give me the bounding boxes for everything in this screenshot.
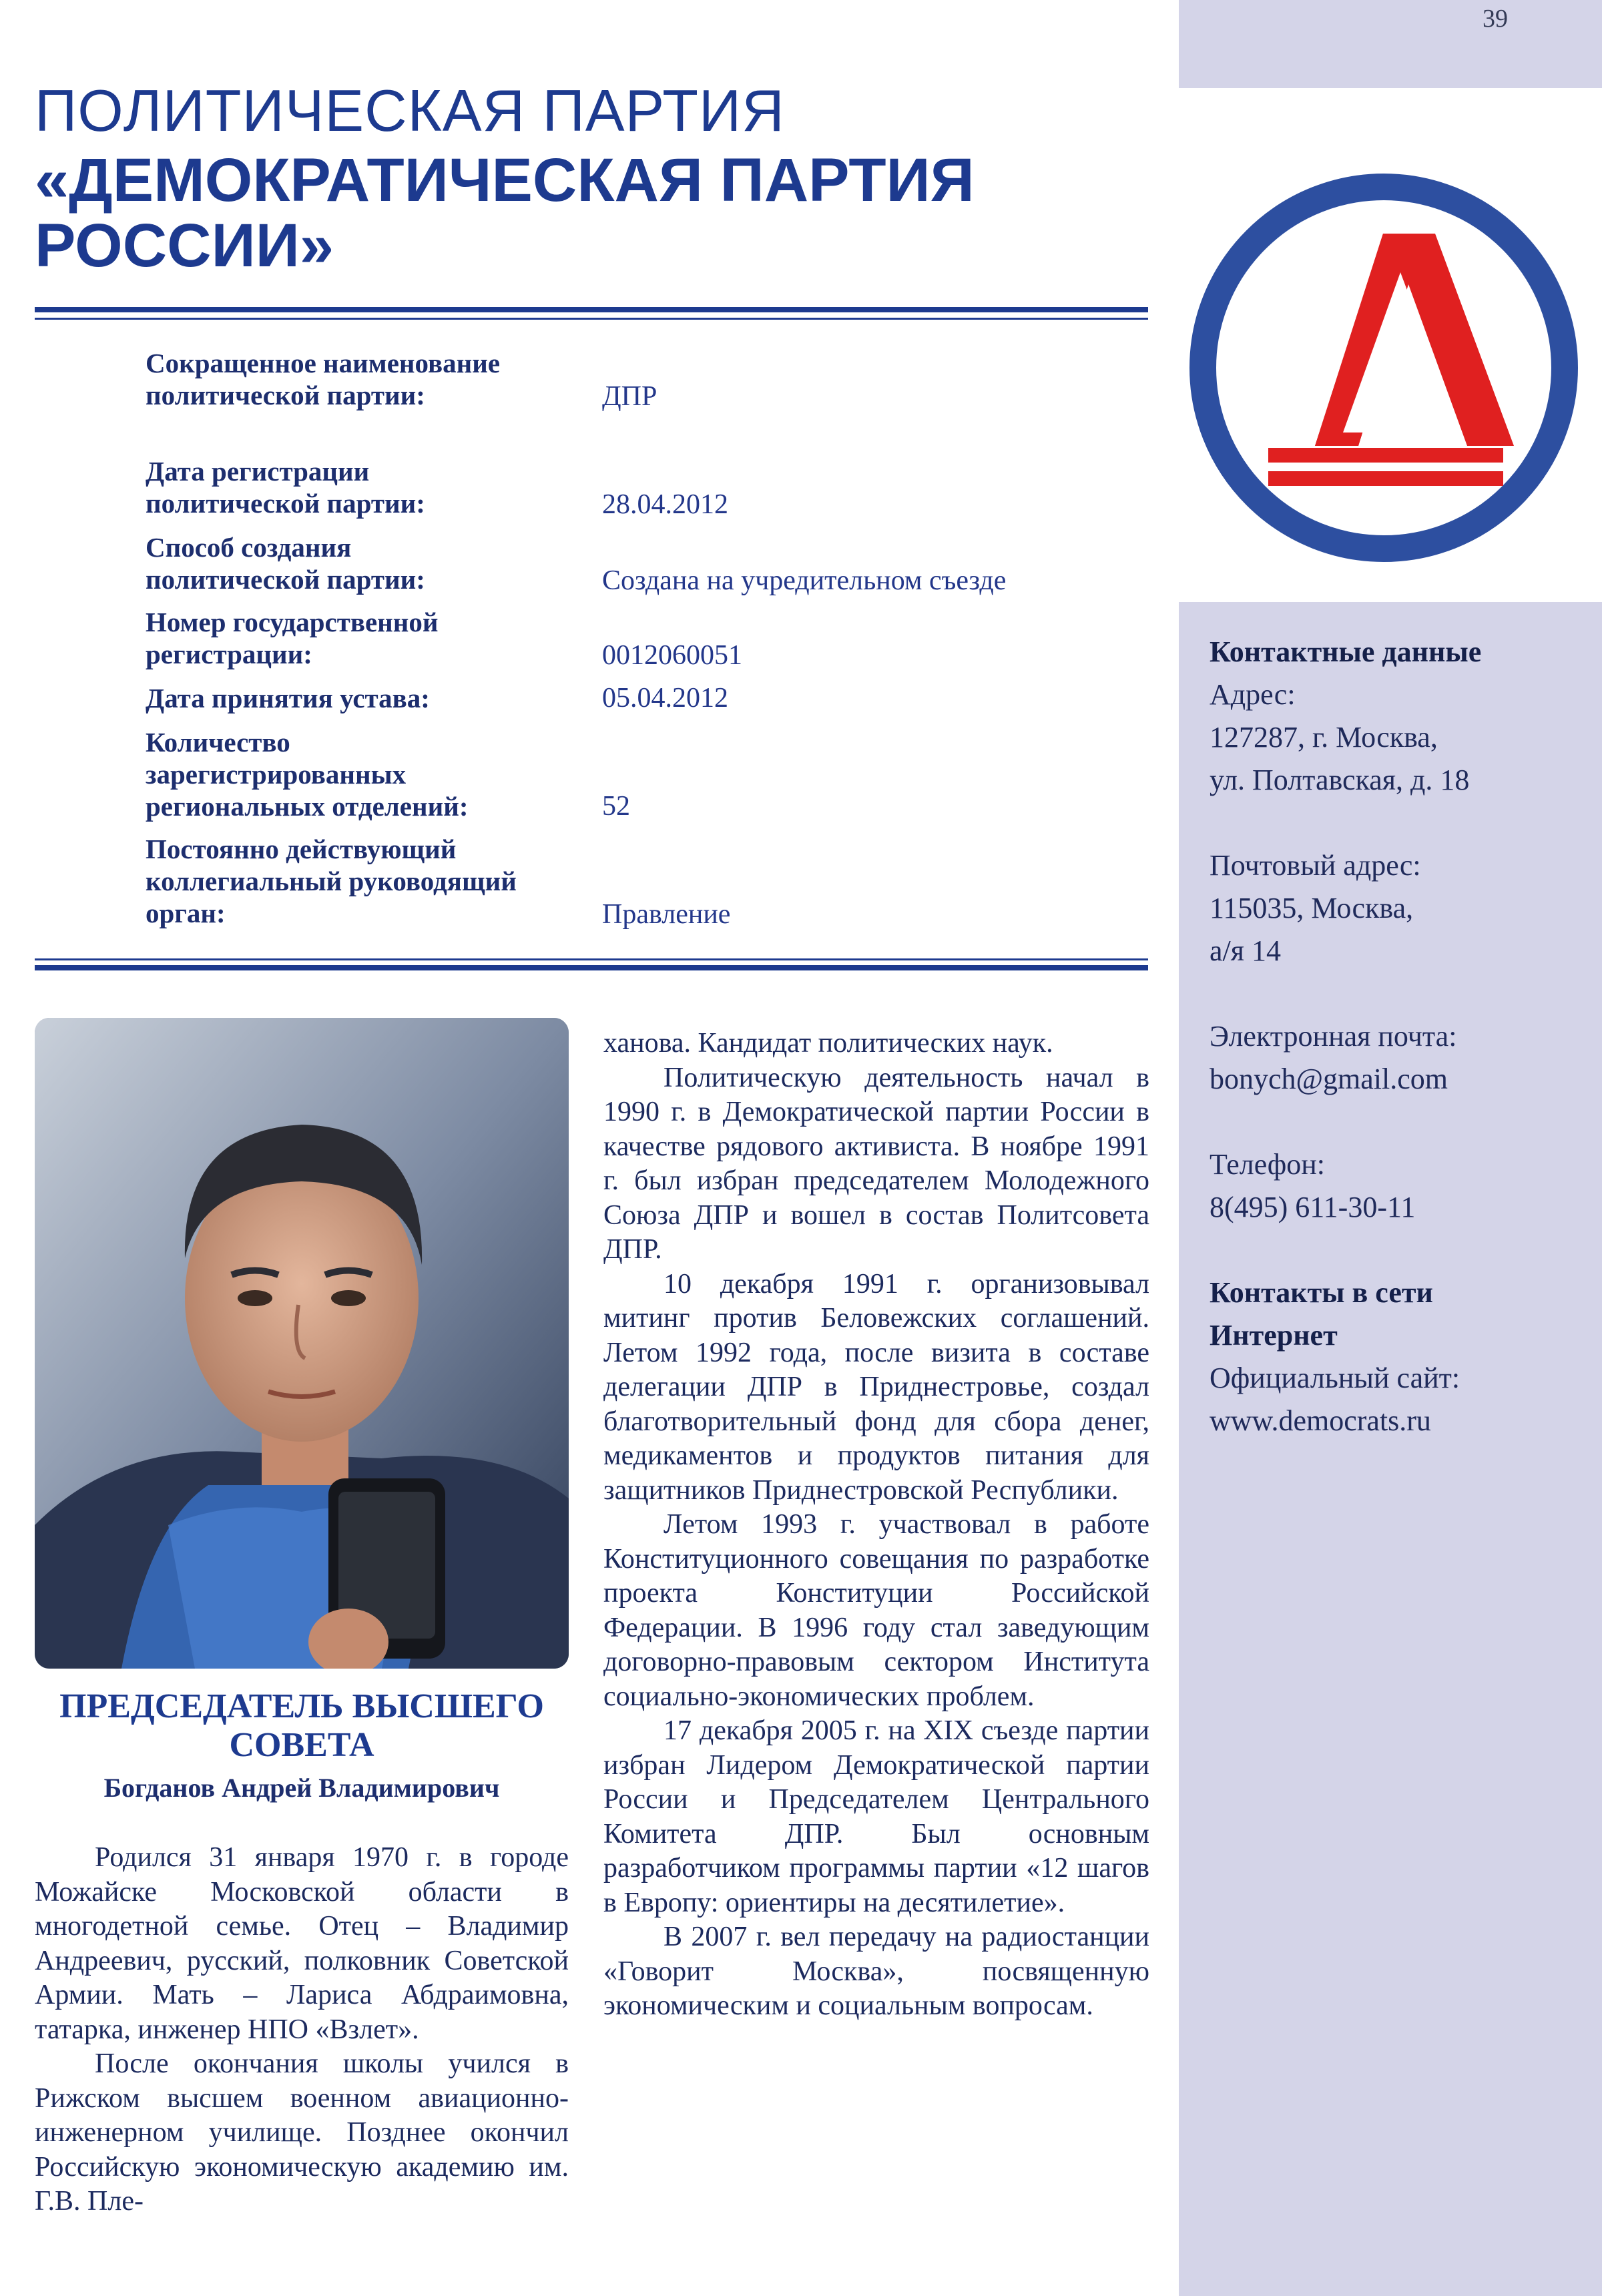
title-line-2: «ДЕМОКРАТИЧЕСКАЯ ПАРТИЯ [35, 146, 975, 214]
info-value-governing-body: Правление [602, 899, 731, 930]
mid-rule-thick [35, 965, 1148, 970]
page-number: 39 [1483, 5, 1508, 33]
portrait-illustration [35, 1018, 569, 1669]
info-label-short-name: Сокращенное наименование политической партии: [146, 348, 501, 410]
internet-heading-line-2: Интернет [1210, 1319, 1338, 1352]
phone-block [1210, 1143, 1583, 1229]
phone-label: Телефон: [1210, 1148, 1326, 1181]
top-rule-thin [35, 318, 1148, 320]
info-label-registration-number: Номер государственной регистрации: [146, 607, 439, 669]
email-label: Электронная почта: [1210, 1020, 1457, 1053]
info-value-registration-number: 0012060051 [602, 640, 742, 671]
postal-line-1: 115035, Москва, [1210, 892, 1414, 924]
bio-right-column [603, 1027, 1149, 2024]
party-logo-icon [1188, 172, 1579, 563]
address-label: Адрес: [1210, 678, 1296, 711]
info-value-registration-date: 28.04.2012 [602, 489, 728, 520]
info-value-regional-branches: 52 [602, 791, 630, 822]
email-value[interactable]: bonych@gmail.com [1210, 1063, 1448, 1095]
contacts-heading: Контактные данные [1210, 635, 1482, 668]
info-label-registration-date: Дата регистрации политической партии: [146, 456, 425, 519]
info-value-creation-method: Создана на учредительном съезде [602, 565, 1007, 596]
leader-role-line-2: СОВЕТА [229, 1726, 374, 1764]
address-line-1: 127287, г. Москва, [1210, 721, 1438, 754]
title-line-3: РОССИИ» [35, 212, 334, 280]
postal-line-2: а/я 14 [1210, 934, 1281, 967]
leader-role-line-1: ПРЕДСЕДАТЕЛЬ ВЫСШЕГО [59, 1687, 544, 1725]
site-label: Официальный сайт: [1210, 1362, 1460, 1394]
internet-heading-line-1: Контакты в сети [1210, 1276, 1433, 1309]
info-label-charter-date: Дата принятия устава: [146, 683, 430, 713]
bio-paragraph: Родился 31 января 1970 г. в городе Можайске Московской области в многодетной семье. Отец – Владимир Андреевич, русский, полковник Советской Армии. Мать – Лариса Абдраимовна, татарка, инженер НПО «Взлет». [35, 1842, 569, 2045]
title-line-1: ПОЛИТИЧЕСКАЯ ПАРТИЯ [35, 77, 785, 144]
leader-role [35, 1687, 569, 1765]
email-block [1210, 1015, 1583, 1101]
bio-paragraph: 17 декабря 2005 г. на XIX съезде партии избран Лидером Демократической партии России и Председателем Центрального Комитета ДПР. Был основным разработчиком программы партии «12 шагов в Европу: ориентиры на десятилетие». [603, 1715, 1149, 1918]
bio-paragraph: Политическую деятельность начал в 1990 г. в Демократической партии России в качестве рядового активиста. В ноябре 1991 г. был избран председателем Молодежного Союза ДПР и вошел в состав Политсовета ДПР. [603, 1062, 1149, 1265]
phone-value: 8(495) 611-30-11 [1210, 1191, 1416, 1223]
mid-rule-thin [35, 958, 1148, 960]
leader-name: Богданов Андрей Владимирович [103, 1773, 500, 1803]
postal-block [1210, 844, 1583, 972]
bio-left-column [35, 1841, 569, 2219]
info-value-short-name: ДПР [602, 381, 657, 412]
postal-label: Почтовый адрес: [1210, 849, 1421, 882]
address-block [1210, 673, 1583, 802]
address-line-2: ул. Полтавская, д. 18 [1210, 764, 1470, 796]
bio-paragraph: 10 декабря 1991 г. организовывал митинг против Беловежских соглашений. Летом 1992 года, после визита в составе делегации ДПР в Приднестровье, создал благотворительный фонд для сбора денег, медикаментов и продуктов питания для защитников Приднестровской Республики. [603, 1268, 1149, 1506]
party-title [35, 77, 1156, 280]
bio-paragraph: В 2007 г. вел передачу на радиостанции «Говорит Москва», посвященную экономическим и социальным вопросам. [603, 1922, 1149, 2021]
contact-block [1210, 631, 1583, 1442]
bio-paragraph: ханова. Кандидат политических наук. [603, 1028, 1053, 1059]
internet-block [1210, 1271, 1583, 1442]
bio-paragraph: Летом 1993 г. участвовал в работе Конституционного совещания по разработке проекта Конституции Российской Федерации. В 1996 году стал заведующим договорно-правовым сектором Института социально-экономических проблем. [603, 1509, 1149, 1712]
info-label-governing-body: Постоянно действующий коллегиальный руководящий орган: [146, 834, 517, 928]
info-label-creation-method: Способ создания политической партии: [146, 532, 425, 595]
info-value-charter-date: 05.04.2012 [602, 683, 728, 713]
site-link[interactable]: www.democrats.ru [1210, 1404, 1431, 1437]
leader-photo [35, 1018, 569, 1669]
top-rule-thick [35, 307, 1148, 312]
bio-paragraph: После окончания школы учился в Рижском высшем военном авиационно-инженерном училище. Позднее окончил Российскую экономическую академию им. Г.В. Пле- [35, 2048, 569, 2217]
info-label-regional-branches: Количество зарегистрированных региональных отделений: [146, 727, 469, 822]
